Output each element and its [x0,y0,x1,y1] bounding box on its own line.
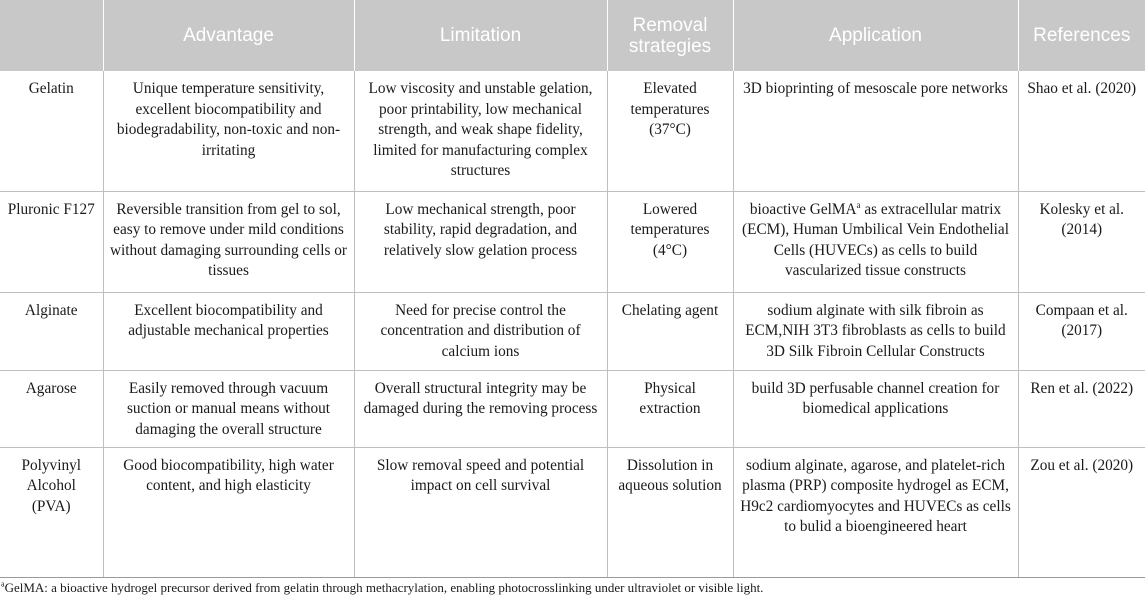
cell-limitation: Slow removal speed and potential impact on cell survival [354,447,607,577]
cell-reference: Kolesky et al. (2014) [1018,191,1145,292]
cell-application: build 3D perfusable channel creation for biomedical applications [733,370,1018,447]
cell-removal: Physical extraction [607,370,733,447]
header-row [0,0,1145,71]
cell-removal: Chelating agent [607,292,733,370]
cell-material: Agarose [0,370,103,447]
cell-reference: Shao et al. (2020) [1018,71,1145,191]
header-material [0,0,103,71]
header-application: Application [733,0,1018,71]
application-text-start: bioactive GelMA [749,200,857,218]
cell-advantage: Easily removed through vacuum suction or manual means without damaging the overall structure [103,370,354,447]
footnote-marker: a [856,199,861,210]
header-advantage: Advantage [103,0,354,71]
header-limitation: Limitation [354,0,607,71]
header-removal-strategies: Removal strategies [607,0,733,71]
cell-removal: Elevated temperatures (37°C) [607,71,733,191]
footnote-text: GelMA: a bioactive hydrogel precursor derived from gelatin through methacrylation, enabling photocrosslinking under ultraviolet or visible light. [4,580,764,595]
application-text-end: as extracellular matrix (ECM), Human Umbilical Vein Endothelial Cells (HUVECs) as cells to build vascularized tissue constructs [742,200,1009,279]
cell-advantage: Good biocompatibility, high water content, and high elasticity [103,447,354,577]
table-row [0,370,1145,447]
cell-limitation: Overall structural integrity may be damaged during the removing process [354,370,607,447]
cell-material: Pluronic F127 [0,191,103,292]
cell-advantage: Unique temperature sensitivity, excellent biocompatibility and biodegradability, non-toxic and non-irritating [103,71,354,191]
cell-application: sodium alginate with silk fibroin as ECM,NIH 3T3 fibroblasts as cells to build 3D Silk Fibroin Cellular Constructs [733,292,1018,370]
table-footnote [1,580,1141,596]
cell-removal: Lowered temperatures (4°C) [607,191,733,292]
cell-application [733,191,1018,292]
table-row [0,447,1145,577]
cell-reference: Compaan et al. (2017) [1018,292,1145,370]
table-row [0,191,1145,292]
table-row [0,292,1145,370]
cell-limitation: Low mechanical strength, poor stability, rapid degradation, and relatively slow gelation process [354,191,607,292]
footnote-marker: a [1,579,5,589]
cell-removal: Dissolution in aqueous solution [607,447,733,577]
cell-advantage: Excellent biocompatibility and adjustable mechanical properties [103,292,354,370]
cell-material: Gelatin [0,71,103,191]
cell-application: sodium alginate, agarose, and platelet-rich plasma (PRP) composite hydrogel as ECM, H9c2 cardiomyocytes and HUVECs as cells to bulid a bioengineered heart [733,447,1018,577]
cell-limitation: Need for precise control the concentration and distribution of calcium ions [354,292,607,370]
table-row [0,71,1145,191]
cell-limitation: Low viscosity and unstable gelation, poor printability, low mechanical strength, and weak shape fidelity, limited for manufacturing complex structures [354,71,607,191]
cell-advantage: Reversible transition from gel to sol, easy to remove under mild conditions without damaging surrounding cells or tissues [103,191,354,292]
header-references: References [1018,0,1145,71]
cell-material: Alginate [0,292,103,370]
cell-reference: Ren et al. (2022) [1018,370,1145,447]
cell-application: 3D bioprinting of mesoscale pore networks [733,71,1018,191]
cell-reference: Zou et al. (2020) [1018,447,1145,577]
cell-material: Polyvinyl Alcohol (PVA) [0,447,103,577]
